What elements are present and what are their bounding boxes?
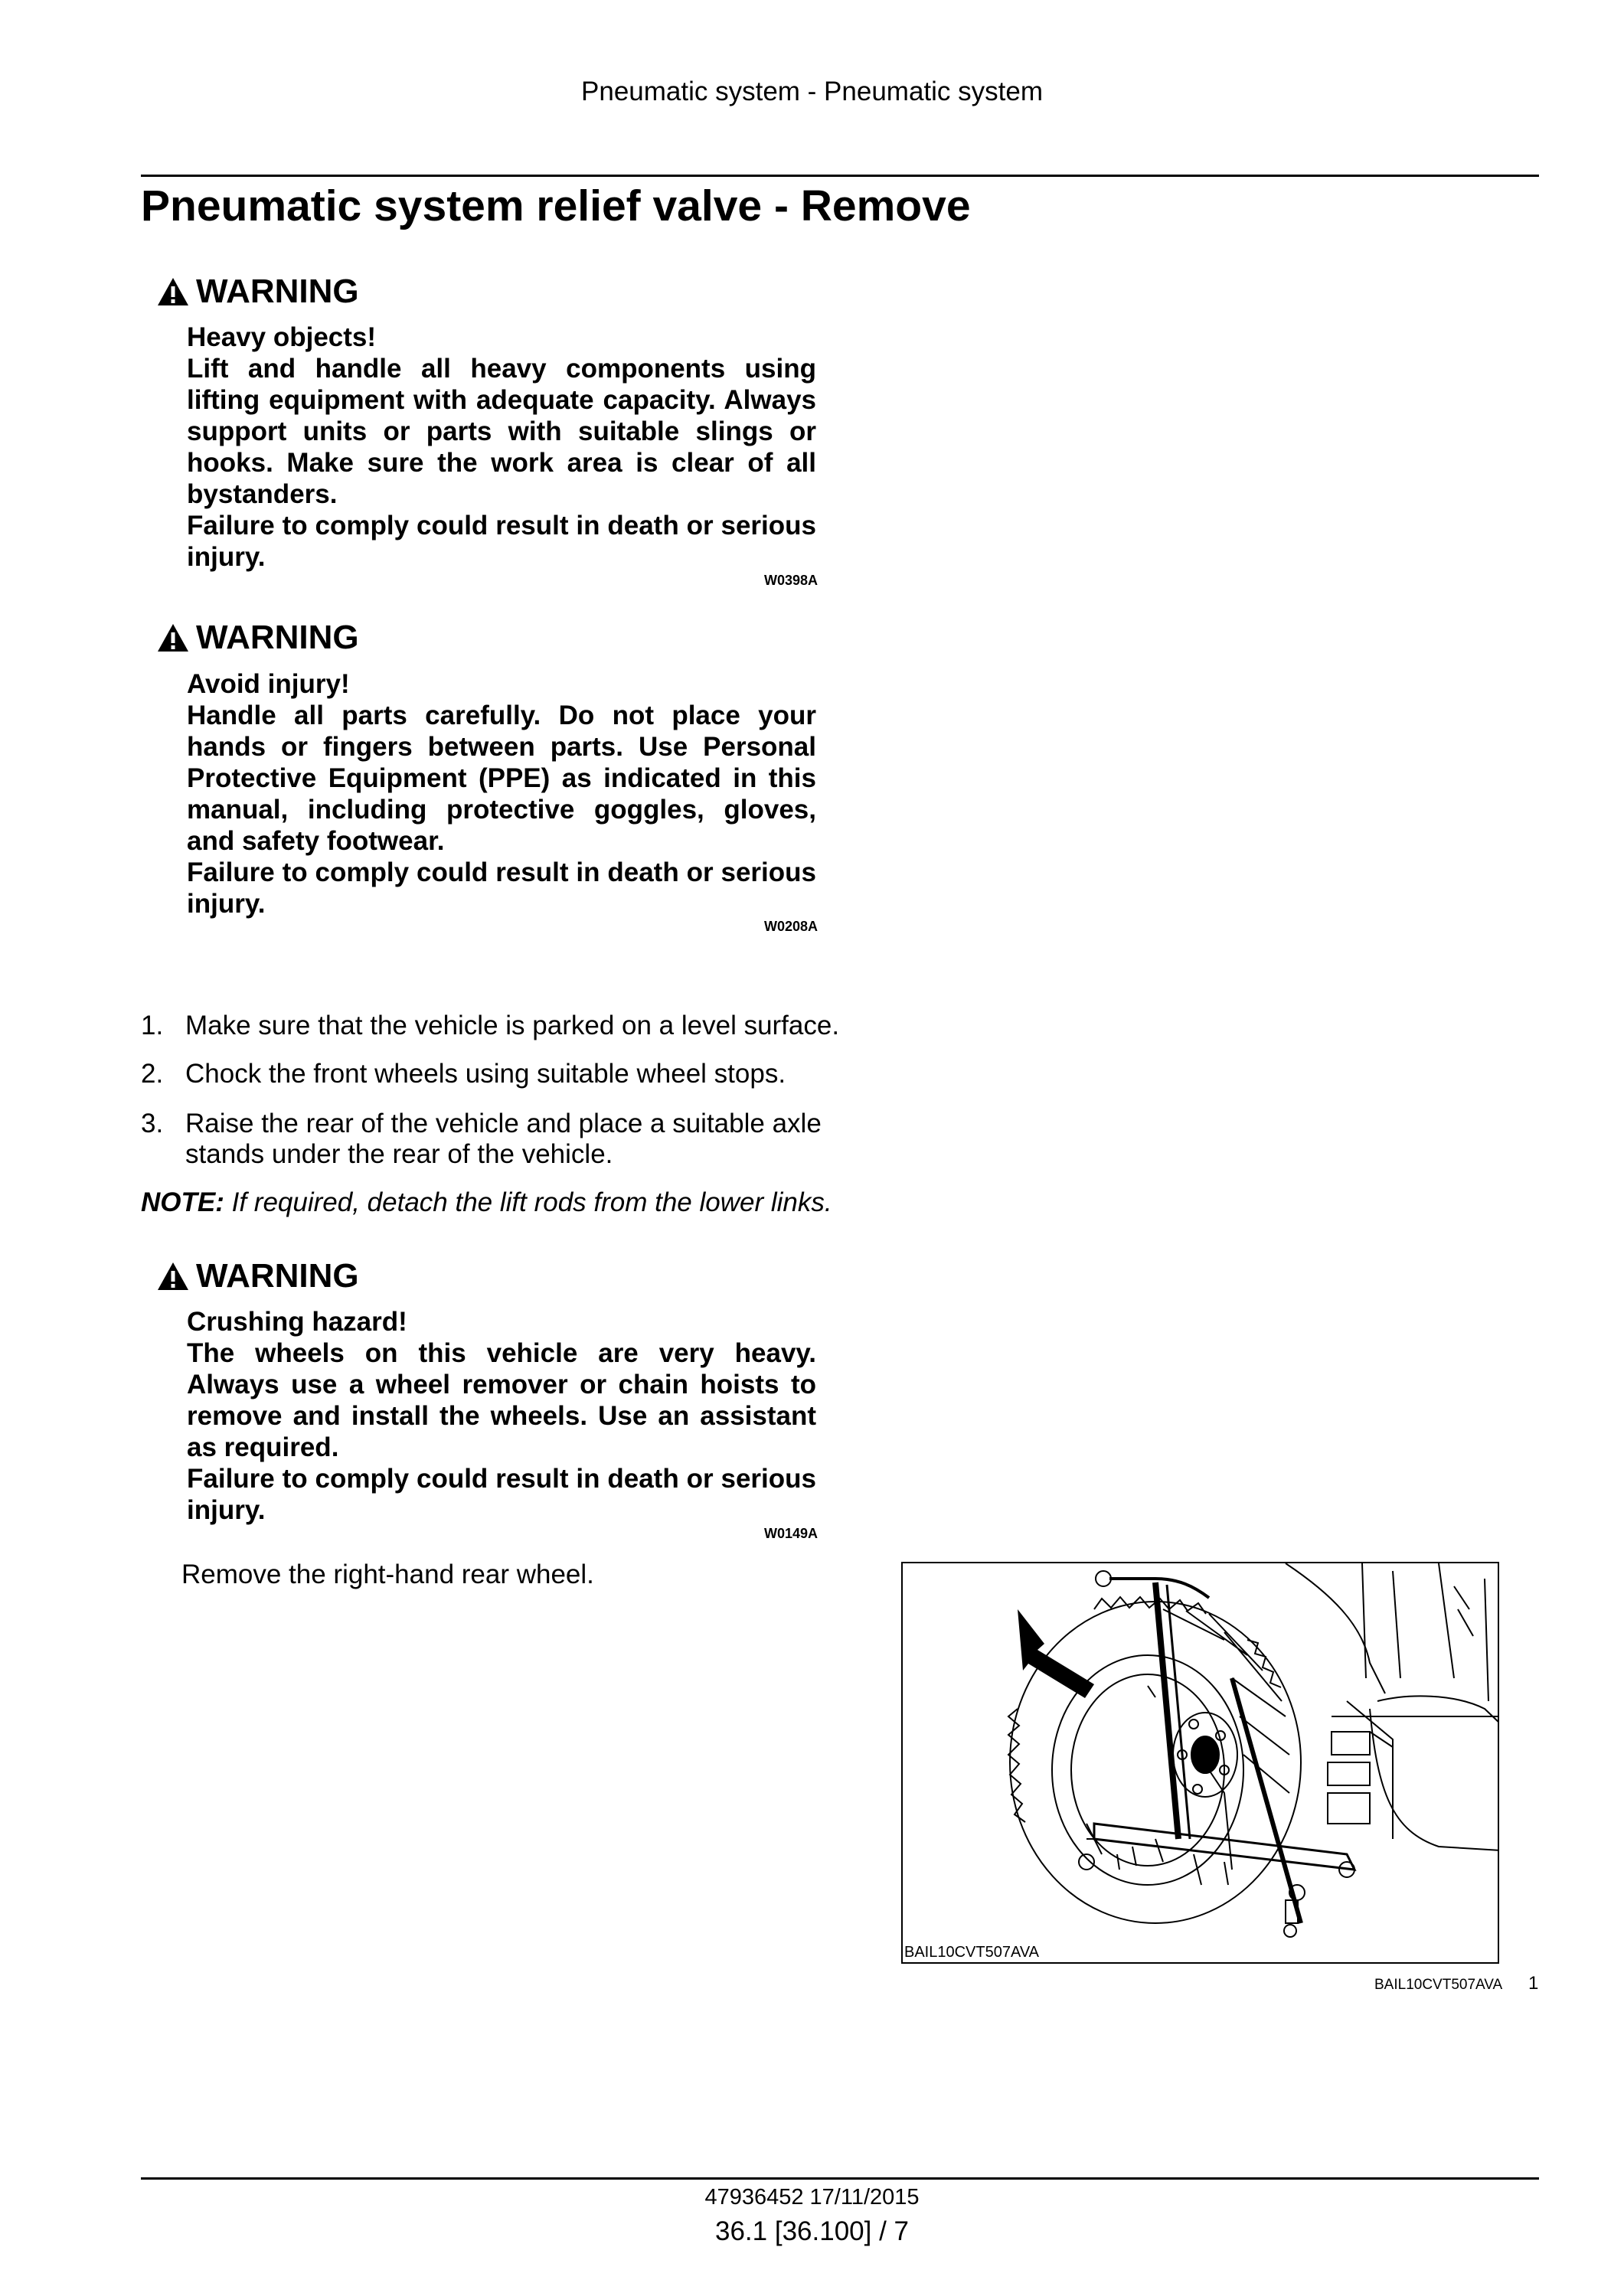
footer-document-reference: 47936452 17/11/2015	[704, 2185, 920, 2209]
warning-consequence: Failure to comply could result in death or serious injury.	[187, 1464, 816, 1525]
warning-heading-2	[156, 619, 359, 657]
warning-triangle-icon	[156, 276, 190, 307]
page-title: Pneumatic system relief valve - Remove	[141, 181, 971, 230]
header-rule	[141, 175, 1539, 177]
step-number: 1.	[141, 1011, 164, 1040]
warning-heading-1	[156, 273, 359, 311]
warning-triangle-icon	[156, 622, 190, 653]
warning-hazard: Avoid injury!	[187, 669, 350, 699]
figure-image-id: BAIL10CVT507AVA	[904, 1944, 1040, 1961]
note-text: If required, detach the lift rods from the lower links.	[231, 1187, 832, 1217]
footer-page-number: 36.1 [36.100] / 7	[715, 2216, 909, 2246]
figure-wheel-remover	[901, 1562, 1499, 1964]
warning-heading-3	[156, 1257, 359, 1295]
step-item	[141, 1011, 845, 1041]
warning-code: W0398A	[764, 573, 819, 588]
warning-code: W0149A	[764, 1526, 819, 1541]
warning-instruction: The wheels on this vehicle are very heavy. Always use a wheel remover or chain hoists to remove and install the wheels. Use an assistant as required.	[187, 1338, 816, 1462]
step-text: Make sure that the vehicle is parked on a level surface.	[185, 1011, 840, 1040]
remove-instruction: Remove the right-hand rear wheel.	[181, 1560, 594, 1589]
warning-label: WARNING	[196, 619, 359, 656]
warning-code: W0208A	[764, 919, 819, 934]
wheel-remover-illustration	[903, 1563, 1499, 1964]
step-text: Chock the front wheels using suitable wheel stops.	[185, 1059, 786, 1089]
warning-body-1	[187, 322, 816, 573]
warning-label: WARNING	[196, 273, 359, 310]
running-header: Pneumatic system - Pneumatic system	[581, 77, 1043, 106]
step-number: 3.	[141, 1109, 164, 1138]
footer-rule	[141, 2177, 1539, 2180]
figure-caption-id: BAIL10CVT507AVA	[1374, 1977, 1503, 1993]
warning-instruction: Handle all parts carefully. Do not place your hands or fingers between parts. Use Personal Protective Equipment (PPE) as indicated in this manual, including protective goggles, gloves, and safety footwear.	[187, 701, 816, 856]
note	[141, 1187, 832, 1218]
step-item	[141, 1109, 845, 1170]
warning-label: WARNING	[196, 1257, 359, 1295]
warning-hazard: Heavy objects!	[187, 322, 377, 352]
note-label: NOTE:	[141, 1187, 224, 1217]
warning-consequence: Failure to comply could result in death or serious injury.	[187, 857, 816, 919]
step-item	[141, 1059, 845, 1089]
warning-body-2	[187, 668, 816, 919]
warning-instruction: Lift and handle all heavy components using lifting equipment with adequate capacity. Always support units or parts with suitable slings or hooks. Make sure the work area is clear of all bystanders.	[187, 354, 816, 509]
step-text: Raise the rear of the vehicle and place a suitable axle stands under the rear of the vehicle.	[185, 1109, 822, 1169]
warning-body-3	[187, 1306, 816, 1526]
figure-number: 1	[1528, 1973, 1539, 1994]
warning-triangle-icon	[156, 1261, 190, 1292]
step-number: 2.	[141, 1059, 164, 1089]
warning-hazard: Crushing hazard!	[187, 1307, 407, 1337]
warning-consequence: Failure to comply could result in death or serious injury.	[187, 511, 816, 572]
